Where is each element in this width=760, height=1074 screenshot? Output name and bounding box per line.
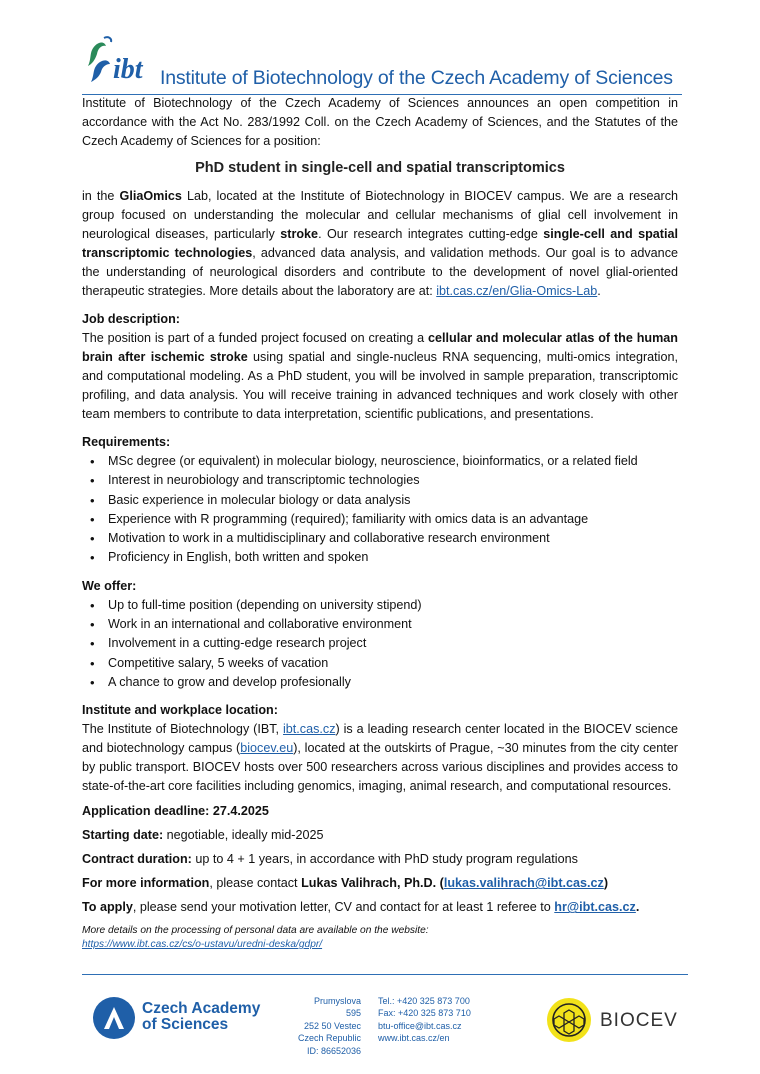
text: . (635, 900, 640, 915)
contact-line: Fax: +420 325 873 710 (378, 1008, 471, 1019)
biocev-link[interactable]: biocev.eu (240, 741, 294, 756)
bold-text: stroke (280, 227, 319, 241)
lab-link[interactable]: ibt.cas.cz/en/Glia-Omics-Lab (436, 284, 598, 298)
ibt-link[interactable]: ibt.cas.cz (283, 722, 336, 737)
address-line: Czech Republic (297, 1033, 361, 1044)
text: The Institute of Biotechnology (IBT, (82, 722, 283, 737)
contact-line: Tel.: +420 325 873 700 (378, 996, 470, 1006)
starting-line (82, 826, 678, 845)
list-item: • Proficiency in English, both written and spoken (108, 548, 678, 567)
text: using spatial and single-nucleus RNA sequencing, multi-omics integration, and computational modeling. As a PhD student, you will be involved in sample preparation, transcriptomic profiling, and data analysis. You will receive training in advanced techniques and work closely with other team members to contribute to data interpretation, scientific publications, and presentations. (82, 350, 678, 421)
header-title: Institute of Biotechnology of the Czech Academy of Sciences (160, 67, 673, 89)
label: Starting date: (82, 828, 164, 843)
text: , advanced data analysis, and validation methods. Our goal is to advance the understanding of neurological disorders and contribute to the development of novel glial-oriented therapeutic strategies. More details about the laboratory are at: (82, 246, 678, 298)
contact-email-link[interactable]: lukas.valihrach@ibt.cas.cz (443, 876, 604, 891)
lab-name: GliaOmics (119, 189, 182, 203)
bold-text: single-cell and spatial transcriptomic technologies (82, 227, 678, 260)
offer-list (82, 596, 678, 692)
job-paragraph (82, 329, 678, 424)
value: up to 4 + 1 years, in accordance with PhD study program regulations (191, 852, 578, 867)
list-item: • Motivation to work in a multidisciplinary and collaborative research environment (108, 529, 678, 548)
ibt-logo-icon (82, 36, 158, 88)
text: ), located at the outskirts of Prague, ~30 minutes from the city center by public transport. BIOCEV hosts over 500 researchers across various disciplines and provides access to state-of-the-art core facilities including genomics, imaging, animal research, and computational resources. (82, 741, 678, 794)
label: For more information (82, 876, 210, 891)
deadline-line: Application deadline: 27.4.2025 (82, 804, 269, 819)
text: in the (82, 189, 120, 203)
gdpr-link[interactable]: https://www.ibt.cas.cz/cs/o-ustavu/uredni-deska/gdpr/ (82, 939, 323, 951)
requirements-title: Requirements: (82, 435, 171, 449)
institute-paragraph (82, 720, 678, 796)
info-line (82, 874, 678, 893)
list-item: • Work in an international and collaborative environment (108, 615, 678, 634)
text: , please send your motivation letter, CV and contact for at least 1 referee to (132, 900, 555, 915)
position-title: PhD student in single-cell and spatial transcriptomics (195, 160, 565, 176)
contact-name: Lukas Valihrach, Ph.D. ( (301, 876, 444, 891)
footer-divider (82, 974, 688, 975)
address-line: 252 50 Vestec (303, 1020, 361, 1031)
cas-logo-icon (92, 996, 136, 1040)
label: To apply (82, 900, 133, 915)
institute-title: Institute and workplace location: (82, 703, 278, 718)
address-line: ID: 86652036 (306, 1045, 361, 1056)
text: ) (603, 876, 609, 891)
list-item: • Interest in neurobiology and transcriptomic technologies (108, 471, 678, 490)
footer-contact (378, 995, 471, 1045)
contact-line: www.ibt.cas.cz/en (378, 1033, 450, 1044)
list-item: • MSc degree (or equivalent) in molecular biology, neuroscience, bioinformatics, or a related field (108, 452, 678, 471)
text: . Our research integrates cutting-edge (318, 227, 544, 241)
list-item: • Up to full-time position (depending on university stipend) (108, 596, 678, 615)
list-item: • Experience with R programming (required); familiarity with omics data is an advantage (108, 510, 678, 529)
logo-text: ibt (113, 54, 143, 85)
value: negotiable, ideally mid-2025 (163, 828, 324, 843)
gdpr-note (82, 924, 678, 952)
text: , please contact (209, 876, 302, 891)
cas-line: of Sciences (142, 1016, 229, 1033)
footer-address (297, 995, 361, 1057)
cas-line: Czech Academy (142, 1000, 261, 1017)
label: Contract duration: (82, 852, 192, 867)
job-title: Job description: (82, 312, 180, 326)
document-body (82, 94, 678, 952)
intro-paragraph: Institute of Biotechnology of the Czech Academy of Sciences announces an open competition in accordance with the Act No. 283/1992 Coll. on the Czech Academy of Sciences, and the Statutes of the Czech Academy of Sciences for a position: (82, 96, 678, 148)
apply-line (82, 898, 678, 917)
requirements-list (82, 452, 678, 568)
text: Lab, located at the Institute of Biotechnology in BIOCEV campus. We are a research group focused on understanding the molecular and cellular mechanisms of glial cell involvement in neurological diseases, particularly (82, 189, 678, 241)
hr-email-link[interactable]: hr@ibt.cas.cz (554, 900, 636, 915)
bold-text: cellular and molecular atlas of the human brain after ischemic stroke (82, 331, 678, 364)
biocev-name: BIOCEV (600, 1010, 678, 1031)
offer-title: We offer: (82, 578, 137, 593)
biocev-logo-icon (546, 997, 592, 1043)
lab-paragraph (82, 187, 678, 301)
text: The position is part of a funded project focused on creating a (82, 331, 429, 345)
list-item: • Involvement in a cutting-edge research project (108, 634, 678, 653)
text: ) is a leading research center located in the BIOCEV science and biotechnology campus ( (82, 722, 678, 756)
list-item: • Basic experience in molecular biology or data analysis (108, 491, 678, 510)
list-item: • A chance to grow and develop profesionally (108, 673, 678, 692)
contact-line: btu-office@ibt.cas.cz (378, 1020, 462, 1031)
page-header (82, 34, 682, 95)
list-item: • Competitive salary, 5 weeks of vacation (108, 654, 678, 673)
address-line: Prumyslova 595 (313, 996, 361, 1019)
duration-line (82, 850, 678, 869)
gdpr-text: More details on the processing of personal data are available on the website: (82, 925, 429, 937)
cas-name (142, 1001, 260, 1033)
text: . (597, 284, 601, 298)
